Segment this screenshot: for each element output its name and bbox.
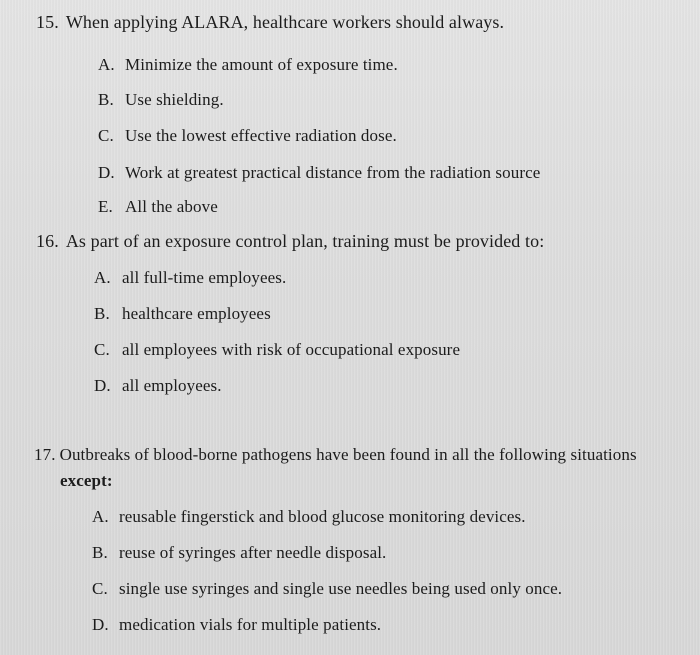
option-text: Use the lowest effective radiation dose. bbox=[125, 126, 397, 145]
option-text: Use shielding. bbox=[125, 90, 224, 109]
question-15 bbox=[36, 12, 504, 32]
option-15-b[interactable] bbox=[98, 90, 224, 110]
option-17-b[interactable] bbox=[92, 543, 386, 563]
option-letter: A. bbox=[92, 507, 109, 526]
option-16-c[interactable] bbox=[94, 340, 460, 360]
option-15-d[interactable] bbox=[98, 163, 540, 183]
option-letter: A. bbox=[94, 268, 111, 287]
option-letter: C. bbox=[94, 340, 110, 359]
option-letter: E. bbox=[98, 197, 113, 216]
option-text: single use syringes and single use needles being used only once. bbox=[119, 579, 563, 598]
option-letter: D. bbox=[94, 376, 111, 395]
option-letter: C. bbox=[92, 579, 108, 598]
question-text: When applying ALARA, healthcare workers should always. bbox=[65, 12, 505, 32]
question-text: As part of an exposure control plan, training must be provided to: bbox=[65, 231, 545, 251]
question-number: 16. bbox=[36, 231, 59, 251]
option-15-c[interactable] bbox=[98, 126, 397, 146]
option-letter: D. bbox=[98, 163, 115, 182]
option-17-d[interactable] bbox=[92, 615, 381, 635]
question-17 bbox=[34, 445, 637, 465]
option-text: healthcare employees bbox=[122, 304, 271, 323]
option-16-b[interactable] bbox=[94, 304, 271, 324]
option-text: all employees. bbox=[122, 376, 222, 395]
option-letter: C. bbox=[98, 126, 114, 145]
option-15-e[interactable] bbox=[98, 197, 218, 217]
option-15-a[interactable] bbox=[98, 55, 398, 75]
option-letter: B. bbox=[98, 90, 114, 109]
option-17-c[interactable] bbox=[92, 579, 562, 599]
question-17-except: except: bbox=[60, 471, 113, 490]
option-letter: B. bbox=[94, 304, 110, 323]
question-text: Outbreaks of blood-borne pathogens have been found in all the following situations bbox=[59, 445, 637, 464]
question-number: 15. bbox=[36, 12, 59, 32]
option-16-a[interactable] bbox=[94, 268, 286, 288]
option-letter: A. bbox=[98, 55, 115, 74]
option-text: All the above bbox=[125, 197, 218, 216]
question-16 bbox=[36, 231, 544, 251]
option-text: Work at greatest practical distance from the radiation source bbox=[125, 163, 541, 182]
option-17-a[interactable] bbox=[92, 507, 526, 527]
option-letter: D. bbox=[92, 615, 109, 634]
option-text: reusable fingerstick and blood glucose monitoring devices. bbox=[119, 507, 526, 526]
option-text: medication vials for multiple patients. bbox=[119, 615, 382, 634]
option-16-d[interactable] bbox=[94, 376, 222, 396]
option-text: all full-time employees. bbox=[122, 268, 287, 287]
option-text: reuse of syringes after needle disposal. bbox=[119, 543, 387, 562]
option-text: all employees with risk of occupational exposure bbox=[122, 340, 461, 359]
question-number: 17. bbox=[34, 445, 56, 464]
option-letter: B. bbox=[92, 543, 108, 562]
option-text: Minimize the amount of exposure time. bbox=[125, 55, 398, 74]
